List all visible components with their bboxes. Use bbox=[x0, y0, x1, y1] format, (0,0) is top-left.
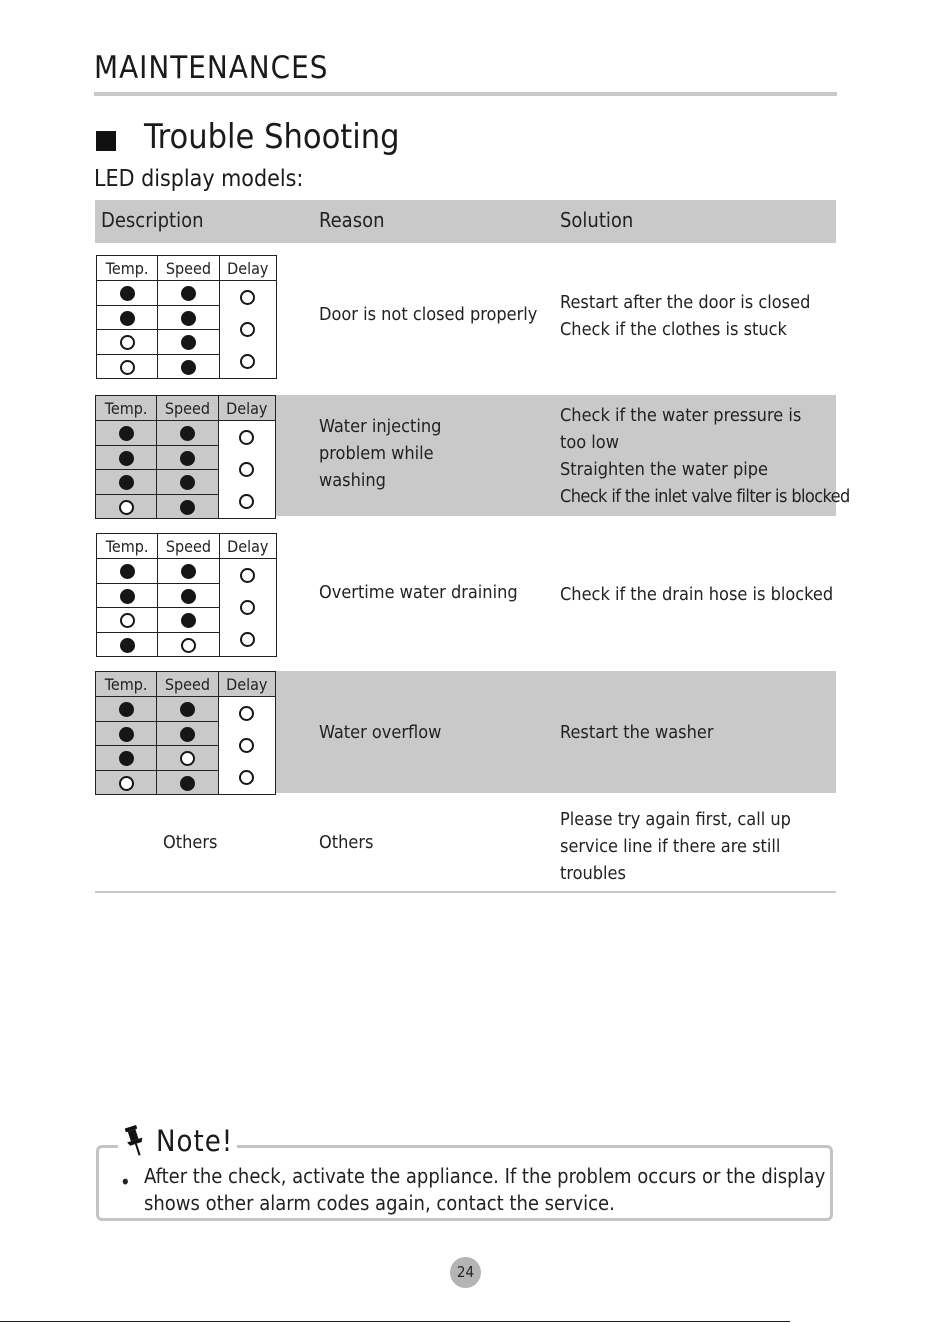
led-on-icon bbox=[120, 286, 135, 301]
led-on-icon bbox=[181, 589, 196, 604]
led-indicator-table bbox=[96, 533, 277, 657]
solution-1: Restart after the door is closed Check if the clothes is stuck bbox=[560, 292, 811, 340]
led-on-icon bbox=[181, 360, 196, 375]
led-column-header: Temp. bbox=[97, 534, 158, 559]
led-on-icon bbox=[119, 475, 134, 490]
led-on-icon bbox=[181, 286, 196, 301]
led-cell bbox=[97, 608, 158, 633]
led-on-icon bbox=[119, 727, 134, 742]
note-title: Note! bbox=[156, 1124, 234, 1158]
led-cell bbox=[157, 770, 218, 795]
note-header bbox=[118, 1124, 237, 1158]
led-cell bbox=[158, 305, 219, 330]
page-number: 24 bbox=[450, 1257, 481, 1288]
led-cell bbox=[158, 583, 219, 608]
pushpin-icon bbox=[122, 1124, 148, 1158]
led-cell bbox=[157, 494, 218, 519]
led-on-icon bbox=[180, 727, 195, 742]
led-on-icon bbox=[119, 451, 134, 466]
led-cell bbox=[97, 632, 158, 657]
note-text: After the check, activate the appliance. If the problem occurs or the display shows other alarm codes again, contact the service. bbox=[144, 1164, 826, 1215]
others-reason: Others bbox=[319, 832, 374, 853]
led-cell bbox=[96, 770, 157, 795]
led-cell bbox=[97, 583, 158, 608]
delay-cell bbox=[219, 281, 276, 379]
led-off-icon bbox=[180, 751, 195, 766]
led-column-header: Temp. bbox=[97, 256, 158, 281]
led-on-icon bbox=[181, 311, 196, 326]
led-cell bbox=[157, 421, 218, 446]
led-column-header: Temp. bbox=[96, 396, 157, 421]
led-on-icon bbox=[119, 751, 134, 766]
led-display-heading: LED display models: bbox=[94, 166, 304, 192]
led-off-icon bbox=[119, 776, 134, 791]
led-cell bbox=[97, 354, 158, 379]
led-off-icon bbox=[239, 462, 254, 477]
led-off-icon bbox=[240, 290, 255, 305]
led-column-header: Delay bbox=[219, 256, 276, 281]
led-on-icon bbox=[180, 451, 195, 466]
led-off-icon bbox=[239, 770, 254, 785]
led-off-icon bbox=[240, 600, 255, 615]
led-cell bbox=[157, 697, 218, 722]
led-off-icon bbox=[181, 638, 196, 653]
solution-4: Restart the washer bbox=[560, 722, 714, 743]
section-title: MAINTENANCES bbox=[94, 50, 329, 86]
led-cell bbox=[97, 281, 158, 306]
led-cell bbox=[96, 697, 157, 722]
header-reason: Reason bbox=[319, 208, 385, 232]
title-divider bbox=[94, 92, 837, 96]
led-cell bbox=[97, 330, 158, 355]
led-on-icon bbox=[120, 564, 135, 579]
led-off-icon bbox=[239, 430, 254, 445]
subsection-title: Trouble Shooting bbox=[144, 117, 400, 157]
led-column-header: Delay bbox=[219, 534, 276, 559]
led-column-header: Delay bbox=[218, 672, 275, 697]
led-on-icon bbox=[119, 426, 134, 441]
reason-4: Water overflow bbox=[319, 722, 442, 743]
led-cell bbox=[97, 559, 158, 584]
led-column-header: Temp. bbox=[96, 672, 157, 697]
led-cell bbox=[96, 746, 157, 771]
led-off-icon bbox=[240, 354, 255, 369]
delay-cell bbox=[218, 421, 275, 519]
led-on-icon bbox=[180, 500, 195, 515]
led-cell bbox=[157, 746, 218, 771]
led-off-icon bbox=[240, 322, 255, 337]
led-cell bbox=[157, 470, 218, 495]
delay-cell bbox=[218, 697, 275, 795]
led-cell bbox=[157, 721, 218, 746]
led-off-icon bbox=[239, 494, 254, 509]
led-off-icon bbox=[240, 632, 255, 647]
led-cell bbox=[158, 281, 219, 306]
led-off-icon bbox=[239, 738, 254, 753]
led-column-header: Speed bbox=[157, 396, 218, 421]
led-indicator-table bbox=[95, 671, 276, 795]
led-cell bbox=[158, 330, 219, 355]
led-cell bbox=[96, 445, 157, 470]
led-indicator-table bbox=[95, 395, 276, 519]
led-on-icon bbox=[120, 311, 135, 326]
led-on-icon bbox=[180, 702, 195, 717]
led-on-icon bbox=[180, 475, 195, 490]
led-cell bbox=[96, 421, 157, 446]
led-off-icon bbox=[239, 706, 254, 721]
led-on-icon bbox=[181, 335, 196, 350]
reason-2: Water injecting problem while washing bbox=[319, 416, 442, 491]
led-column-header: Speed bbox=[158, 534, 219, 559]
led-cell bbox=[158, 354, 219, 379]
note-bullet: • bbox=[120, 1170, 131, 1194]
solution-2: Check if the water pressure is too low Straighten the water pipe Check if the inlet valve filter is blocked bbox=[560, 405, 850, 507]
footer-rule bbox=[0, 1321, 790, 1322]
led-column-header: Delay bbox=[218, 396, 275, 421]
led-cell bbox=[97, 305, 158, 330]
led-column-header: Speed bbox=[157, 672, 218, 697]
led-on-icon bbox=[120, 638, 135, 653]
led-cell bbox=[158, 632, 219, 657]
square-bullet-icon bbox=[96, 131, 116, 151]
header-description: Description bbox=[101, 208, 204, 232]
led-cell bbox=[158, 608, 219, 633]
delay-cell bbox=[219, 559, 276, 657]
led-on-icon bbox=[120, 589, 135, 604]
led-on-icon bbox=[180, 776, 195, 791]
led-on-icon bbox=[181, 613, 196, 628]
others-solution: Please try again first, call up service line if there are still troubles bbox=[560, 809, 791, 884]
table-header-band bbox=[95, 200, 836, 243]
led-off-icon bbox=[120, 613, 135, 628]
led-column-header: Speed bbox=[158, 256, 219, 281]
header-solution: Solution bbox=[560, 208, 634, 232]
reason-3: Overtime water draining bbox=[319, 582, 518, 603]
led-cell bbox=[158, 559, 219, 584]
others-description: Others bbox=[163, 832, 218, 853]
led-off-icon bbox=[240, 568, 255, 583]
led-on-icon bbox=[119, 702, 134, 717]
led-off-icon bbox=[120, 335, 135, 350]
led-cell bbox=[157, 445, 218, 470]
led-on-icon bbox=[181, 564, 196, 579]
led-on-icon bbox=[180, 426, 195, 441]
led-off-icon bbox=[120, 360, 135, 375]
led-cell bbox=[96, 494, 157, 519]
table-bottom-rule bbox=[95, 891, 836, 893]
led-cell bbox=[96, 470, 157, 495]
led-indicator-table bbox=[96, 255, 277, 379]
reason-1: Door is not closed properly bbox=[319, 304, 538, 325]
solution-3: Check if the drain hose is blocked bbox=[560, 584, 834, 605]
led-off-icon bbox=[119, 500, 134, 515]
led-cell bbox=[96, 721, 157, 746]
